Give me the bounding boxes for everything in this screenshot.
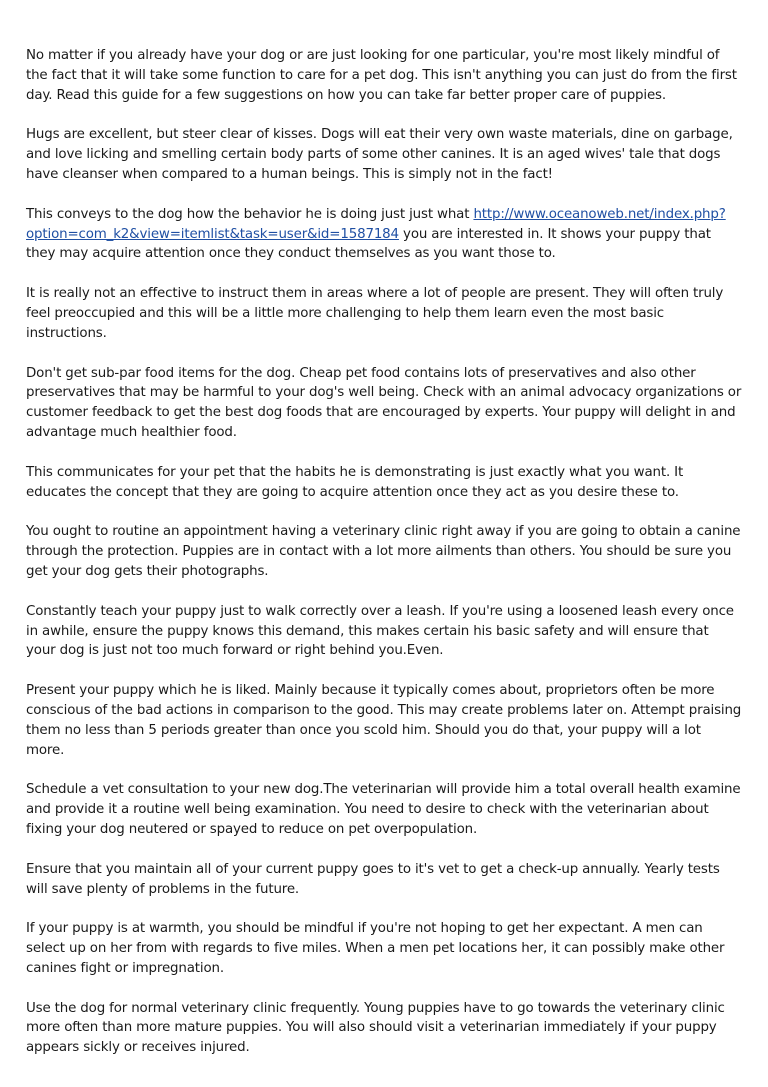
paragraph-9: Present your puppy which he is liked. Mainly because it typically comes about, proprietors often be more conscious of the bad actions in comparison to the good. This may create problems later on. Attempt praising them no less than 5 periods greater than once you scold him. Should you do that, your puppy will a lot more. <box>26 683 742 758</box>
paragraph-3-text-before: This conveys to the dog how the behavior he is doing just just what <box>26 206 474 222</box>
paragraph-8: Constantly teach your puppy just to walk correctly over a leash. If you're using a loosened leash every once in awhile, ensure the puppy knows this demand, this makes certain his basic safety and will ensure that your dog is just not too much forward or right behind you.Even. <box>26 603 734 659</box>
paragraph-10: Schedule a vet consultation to your new dog.The veterinarian will provide him a total overall health examine and provide it a routine well being examination. You need to desire to check with the veterinarian about fixing your dog neutered or spayed to reduce on pet overpopulation. <box>26 782 741 837</box>
paragraph-13: Use the dog for normal veterinary clinic frequently. Young puppies have to go towards the veterinary clinic more often than more mature puppies. You will also should visit a veterinarian immediately if your puppy appears sickly or receives injured. <box>26 1000 725 1056</box>
profile-link[interactable]: http://www.oceanoweb.net/index.php?option=com_k2&view=itemlist&task=user&id=1587184 <box>26 206 726 242</box>
paragraph-12: If your puppy is at warmth, you should be mindful if you're not hoping to get her expectant. A men can select up on her from with regards to five miles. When a men pet locations her, it can possibly make other canines fight or impregnation. <box>26 921 725 976</box>
paragraph-3-text-after: you are interested in. It shows your puppy that they may acquire attention once they conduct themselves as you want those to. <box>26 226 711 262</box>
paragraph-3 <box>26 205 742 264</box>
paragraph-5: Don't get sub-par food items for the dog. Cheap pet food contains lots of preservatives and also other preservatives that may be harmful to your dog's well being. Check with an animal advocacy organizations or customer feedback to get the best dog foods that are encouraged by experts. Your puppy will delight in and advantage much healthier food. <box>26 365 742 440</box>
paragraph-11: Ensure that you maintain all of your current puppy goes to it's vet to get a check-up annually. Yearly tests will save plenty of problems in the future. <box>26 861 720 897</box>
paragraph-7: You ought to routine an appointment having a veterinary clinic right away if you are going to obtain a canine through the protection. Puppies are in contact with a lot more ailments than others. You should be sure you get your dog gets their photographs. <box>26 524 741 579</box>
document-page <box>26 46 742 1078</box>
paragraph-2: Hugs are excellent, but steer clear of kisses. Dogs will eat their very own waste materials, dine on garbage, and love licking and smelling certain body parts of some other canines. It is an aged wives' tale that dogs have cleanser when compared to a human beings. This is simply not in the fact! <box>26 127 733 182</box>
paragraph-1: No matter if you already have your dog or are just looking for one particular, you're most likely mindful of the fact that it will take some function to care for a pet dog. This isn't anything you can just do from the first day. Read this guide for a few suggestions on how you can take far better proper care of puppies. <box>26 48 737 103</box>
paragraph-6: This communicates for your pet that the habits he is demonstrating is just exactly what you want. It educates the concept that they are going to acquire attention once they act as you desire these to. <box>26 464 684 500</box>
paragraph-4: It is really not an effective to instruct them in areas where a lot of people are present. They will often truly feel preoccupied and this will be a little more challenging to help them learn even the most basic instructions. <box>26 286 724 341</box>
